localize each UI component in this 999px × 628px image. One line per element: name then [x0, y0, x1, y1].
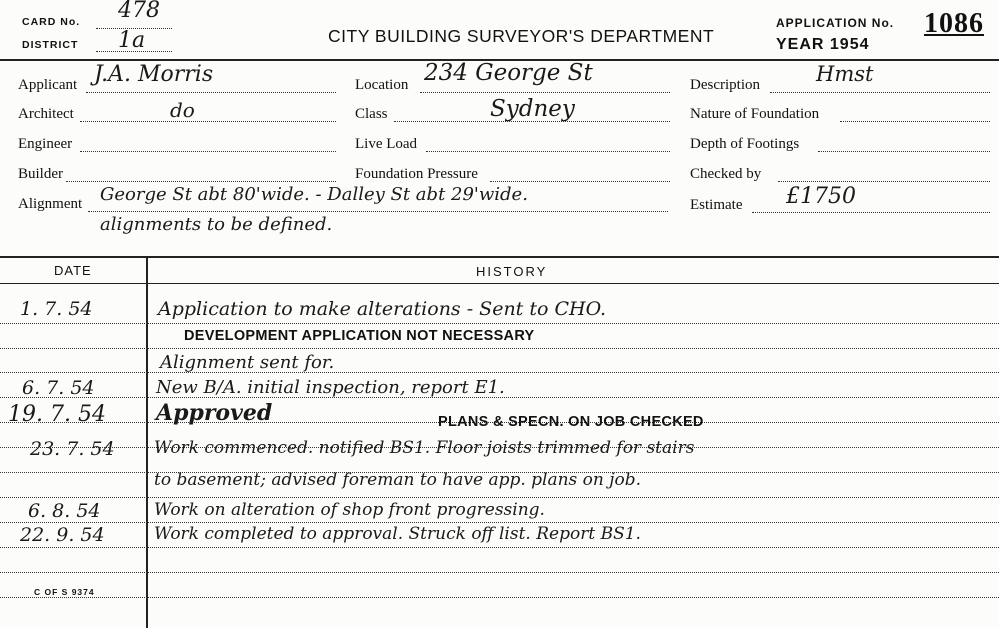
department-title: CITY BUILDING SURVEYOR'S DEPARTMENT: [328, 26, 715, 46]
depth-line: [818, 151, 990, 152]
description-label: Description: [690, 77, 760, 93]
district-label: DISTRICT: [22, 39, 79, 51]
class-value: Sydney: [490, 96, 575, 122]
card-no-value: 478: [118, 0, 160, 23]
alignment-line: [88, 211, 668, 212]
history-entry: to basement; advised foreman to have app. plans on job.: [154, 470, 642, 490]
application-number: 1086: [924, 8, 984, 39]
district-value: 1a: [118, 28, 146, 53]
alignment-value-2: alignments to be defined.: [100, 214, 333, 235]
ruled-line: [0, 497, 999, 498]
nature-line: [840, 121, 990, 122]
location-label: Location: [355, 77, 409, 93]
history-stamp: DEVELOPMENT APPLICATION NOT NECESSARY: [184, 328, 535, 344]
history-date: 1. 7. 54: [20, 298, 93, 320]
history-entry: Alignment sent for.: [160, 352, 335, 373]
description-line: [770, 92, 990, 93]
history-entry: Work commenced. notified BS1. Floor joists trimmed for stairs: [154, 438, 695, 458]
application-label: APPLICATION No.: [776, 16, 895, 30]
ruled-line: [0, 348, 999, 349]
live-load-line: [426, 151, 670, 152]
location-value: 234 George St: [424, 60, 593, 86]
ruled-line: [0, 572, 999, 573]
history-date: 23. 7. 54: [30, 438, 115, 460]
ruled-line: [0, 372, 999, 373]
estimate-value: £1750: [786, 184, 856, 209]
estimate-line: [752, 212, 990, 213]
architect-line: [80, 121, 336, 122]
applicant-label: Applicant: [18, 77, 78, 93]
builder-label: Builder: [18, 166, 63, 182]
checked-label: Checked by: [690, 166, 762, 182]
form-code: C OF S 9374: [34, 587, 95, 597]
applicant-line: [86, 92, 336, 93]
architect-value: do: [170, 98, 195, 122]
history-entry: New B/A. initial inspection, report E1.: [156, 377, 505, 398]
history-stamp: PLANS & SPECN. ON JOB CHECKED: [438, 414, 704, 430]
applicant-value: J.A. Morris: [94, 62, 214, 87]
engineer-line: [80, 151, 336, 152]
ruled-line: [0, 547, 999, 548]
ruled-line: [0, 522, 999, 523]
checked-line: [778, 181, 990, 182]
history-entry: Work completed to approval. Struck off list. Report BS1.: [154, 524, 641, 544]
alignment-label: Alignment: [18, 196, 83, 212]
architect-label: Architect: [18, 106, 74, 122]
fields-bottom-border: [0, 256, 999, 258]
history-date: 6. 7. 54: [22, 377, 95, 399]
history-header: HISTORY: [476, 264, 548, 279]
history-date: 6. 8. 54: [28, 500, 101, 522]
live-load-label: Live Load: [355, 136, 418, 152]
description-value: Hmst: [816, 62, 874, 86]
ruled-line: [0, 323, 999, 324]
foundation-pressure-label: Foundation Pressure: [355, 166, 478, 182]
alignment-value-1: George St abt 80'wide. - Dalley St abt 29'wide.: [100, 184, 528, 205]
history-date: 22. 9. 54: [20, 524, 105, 546]
history-date: 19. 7. 54: [8, 402, 106, 427]
foundation-pressure-line: [490, 181, 670, 182]
estimate-label: Estimate: [690, 197, 743, 213]
year-label: YEAR 1954: [776, 36, 870, 53]
history-entry: Approved: [156, 400, 273, 426]
class-label: Class: [355, 106, 388, 122]
history-entry: Work on alteration of shop front progressing.: [154, 500, 545, 520]
builder-line: [66, 181, 336, 182]
location-line: [420, 92, 670, 93]
history-entry: Application to make alterations - Sent to CHO.: [158, 298, 607, 320]
ruled-line: [0, 597, 999, 598]
date-header: DATE: [54, 263, 92, 278]
depth-label: Depth of Footings: [690, 136, 800, 152]
engineer-label: Engineer: [18, 136, 73, 152]
nature-label: Nature of Foundation: [690, 106, 820, 122]
history-header-border: [0, 283, 999, 284]
card-no-label: CARD No.: [22, 16, 81, 28]
